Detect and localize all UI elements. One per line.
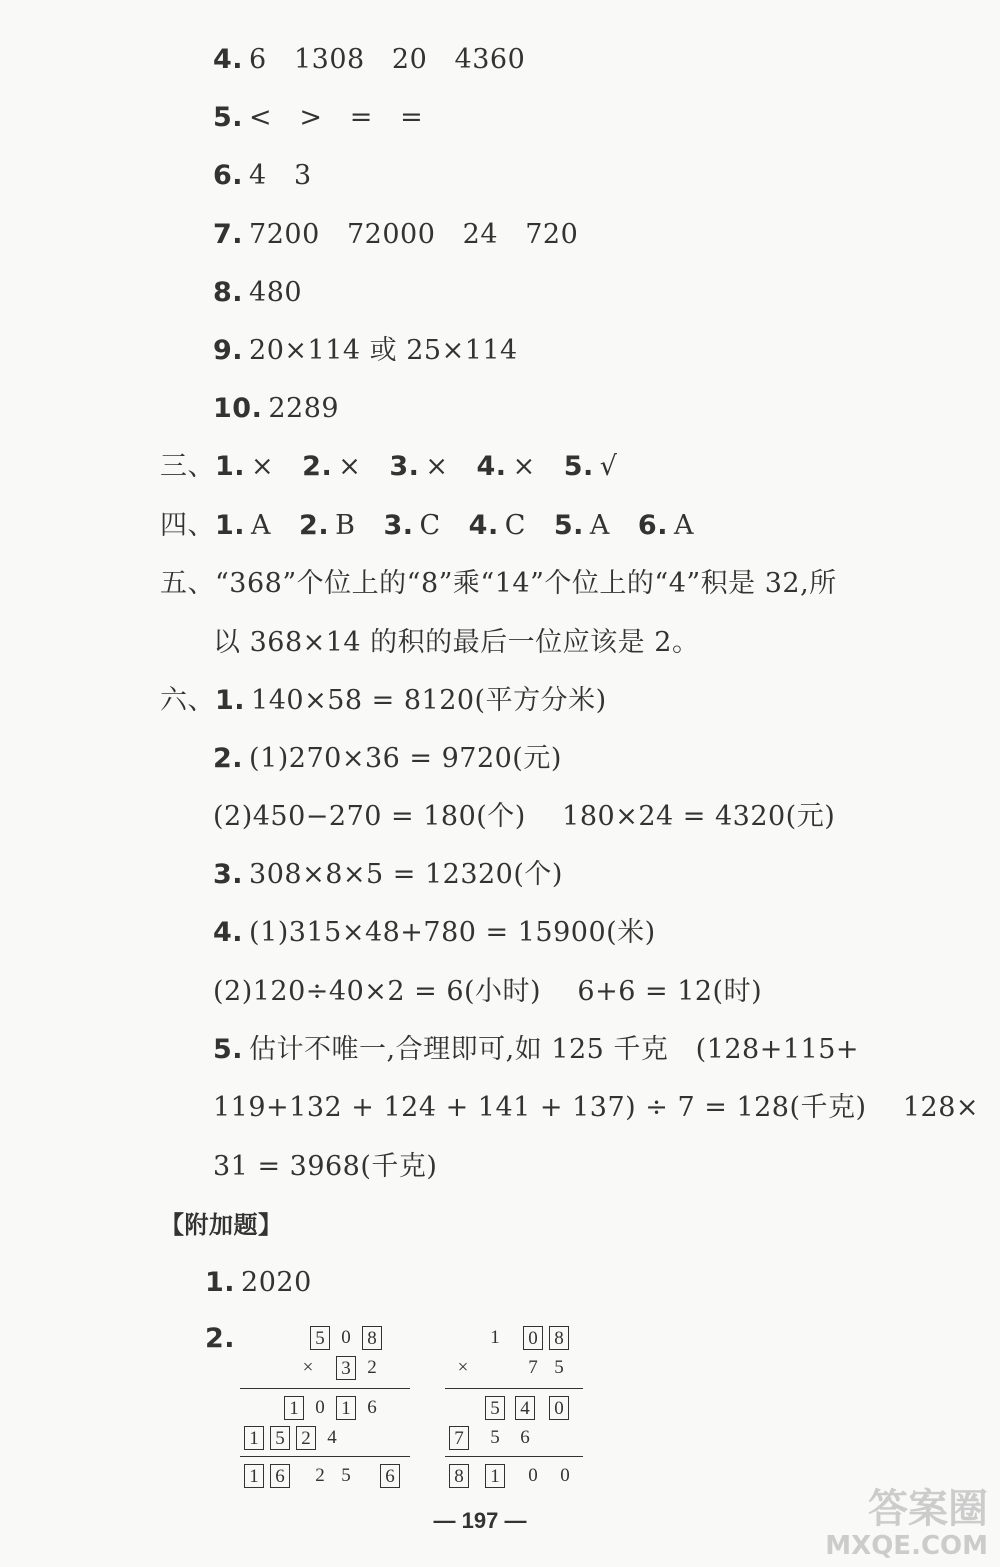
q-label: 4. [213, 917, 244, 948]
item-label: 6. [637, 510, 668, 541]
answer-6 [213, 159, 312, 193]
watermark [825, 1487, 988, 1561]
answer-10 [213, 392, 339, 426]
section-3 [160, 450, 617, 484]
extra-title: 【附加题】 [160, 1211, 283, 1239]
item-label: 2. [299, 510, 330, 541]
item-label: 4. [476, 451, 507, 482]
item-choice: B [335, 510, 356, 541]
digit-cell: 5 [310, 1326, 330, 1350]
q-label: 2. [205, 1323, 236, 1354]
q-label: 2. [213, 743, 244, 774]
times-sign: × [457, 1357, 469, 1378]
digit-cell: 6 [380, 1464, 400, 1488]
digit-cell: 1 [244, 1426, 264, 1450]
digit-cell: 0 [315, 1397, 325, 1418]
rule-line [445, 1388, 583, 1389]
digit-cell: 1 [244, 1464, 264, 1488]
digit-cell: 3 [336, 1356, 356, 1380]
answer-label: 9. [213, 335, 244, 366]
section-prefix: 四、 [160, 510, 215, 541]
section-prefix: 五、 [160, 568, 215, 599]
answer-label: 10. [213, 393, 263, 424]
answer-8 [213, 276, 302, 310]
item-label: 5. [563, 451, 594, 482]
section-6-q5 [213, 1033, 859, 1067]
watermark-site: MXQE.COM [825, 1531, 988, 1561]
item-label: 2. [302, 451, 333, 482]
extra-q2 [205, 1322, 241, 1356]
item-mark: × [251, 451, 275, 482]
item-label: 3. [389, 451, 420, 482]
answer-label: 6. [213, 160, 244, 191]
q-text: (1)270×36 = 9720(元) [249, 743, 562, 774]
answer-text: 4 3 [249, 160, 312, 191]
item-label: 1. [215, 451, 246, 482]
answer-text: 6 1308 20 4360 [249, 44, 526, 75]
digit-cell: 4 [515, 1396, 535, 1420]
answer-text: 20×114 或 25×114 [249, 335, 518, 366]
rule-line [240, 1388, 410, 1389]
section-6-q5-line3: 31 = 3968(千克) [213, 1151, 438, 1182]
digit-cell: 5 [341, 1465, 351, 1486]
q-text: (1)315×48+780 = 15900(米) [249, 917, 656, 948]
q-label: 5. [213, 1034, 244, 1065]
item-choice: A [251, 510, 272, 541]
digit-cell: 1 [485, 1464, 505, 1488]
section-6-q1 [160, 684, 607, 718]
digit-cell: 1 [490, 1327, 500, 1348]
answer-4 [213, 43, 525, 77]
answer-text: 480 [249, 277, 303, 308]
q-text: 140×58 = 8120(平方分米) [251, 685, 607, 716]
digit-cell: 4 [327, 1427, 337, 1448]
section-6-q3 [213, 858, 563, 892]
answer-text: 7200 72000 24 720 [249, 219, 579, 250]
multiplication-1 [238, 1322, 413, 1494]
digit-cell: 7 [449, 1426, 469, 1450]
digit-cell: 2 [367, 1357, 377, 1378]
answer-label: 7. [213, 219, 244, 250]
extra-q1 [205, 1266, 312, 1300]
section-5-line2: 以 368×14 的积的最后一位应该是 2。 [213, 627, 700, 658]
digit-cell: 5 [270, 1426, 290, 1450]
item-choice: A [673, 510, 694, 541]
q-text: 估计不唯一,合理即可,如 125 千克 (128+115+ [249, 1034, 860, 1065]
item-label: 5. [553, 510, 584, 541]
section-text: “368”个位上的“8”乘“14”个位上的“4”积是 32,所 [215, 568, 837, 599]
section-prefix: 六、 [160, 685, 215, 716]
item-choice: C [419, 510, 441, 541]
digit-cell: 1 [336, 1396, 356, 1420]
answer-text: 2289 [268, 393, 340, 424]
section-6-q5-line2: 119+132 + 124 + 141 + 137) ÷ 7 = 128(千克) 128× [213, 1092, 980, 1123]
item-label: 3. [383, 510, 414, 541]
item-mark: × [338, 451, 362, 482]
digit-cell: 8 [449, 1464, 469, 1488]
digit-cell: 5 [490, 1427, 500, 1448]
digit-cell: 8 [549, 1326, 569, 1350]
digit-cell: 6 [367, 1397, 377, 1418]
item-mark: × [512, 451, 536, 482]
digit-cell: 0 [560, 1465, 570, 1486]
times-sign: × [302, 1357, 314, 1378]
q-label: 3. [213, 859, 244, 890]
digit-cell: 2 [296, 1426, 316, 1450]
rule-line [240, 1456, 410, 1457]
answer-label: 4. [213, 44, 244, 75]
answer-label: 8. [213, 277, 244, 308]
item-mark: × [425, 451, 449, 482]
digit-cell: 0 [523, 1326, 543, 1350]
digit-cell: 8 [362, 1326, 382, 1350]
q-label: 1. [215, 685, 246, 716]
answer-7 [213, 218, 578, 252]
section-6-q2-sub: (2)450−270 = 180(个) 180×24 = 4320(元) [213, 801, 836, 832]
section-6-q2 [213, 742, 562, 776]
digit-cell: 7 [528, 1357, 538, 1378]
digit-cell: 6 [270, 1464, 290, 1488]
digit-cell: 6 [520, 1427, 530, 1448]
q-label: 1. [205, 1267, 236, 1298]
item-choice: C [504, 510, 526, 541]
section-6-q4-sub: (2)120÷40×2 = 6(小时) 6+6 = 12(时) [213, 976, 763, 1007]
digit-cell: 2 [315, 1465, 325, 1486]
digit-cell: 0 [341, 1327, 351, 1348]
item-mark: √ [599, 451, 618, 482]
answer-label: 5. [213, 102, 244, 133]
multiplication-2 [443, 1322, 588, 1494]
item-label: 4. [468, 510, 499, 541]
q-text: 308×8×5 = 12320(个) [249, 859, 563, 890]
page-number: — 197 — [433, 1508, 527, 1533]
q-text: 2020 [241, 1267, 312, 1298]
answer-5 [213, 101, 423, 135]
rule-line [445, 1456, 583, 1457]
section-prefix: 三、 [160, 451, 215, 482]
section-4 [160, 509, 694, 543]
watermark-logo: 答案圈 [868, 1486, 988, 1532]
digit-cell: 5 [485, 1396, 505, 1420]
item-choice: A [589, 510, 610, 541]
digit-cell: 1 [284, 1396, 304, 1420]
digit-cell: 0 [528, 1465, 538, 1486]
digit-cell: 5 [554, 1357, 564, 1378]
answer-9 [213, 334, 518, 368]
section-6-q4 [213, 916, 656, 950]
digit-cell: 0 [549, 1396, 569, 1420]
item-label: 1. [215, 510, 246, 541]
section-5-line1 [160, 567, 837, 601]
answer-text: < > = = [249, 102, 424, 133]
